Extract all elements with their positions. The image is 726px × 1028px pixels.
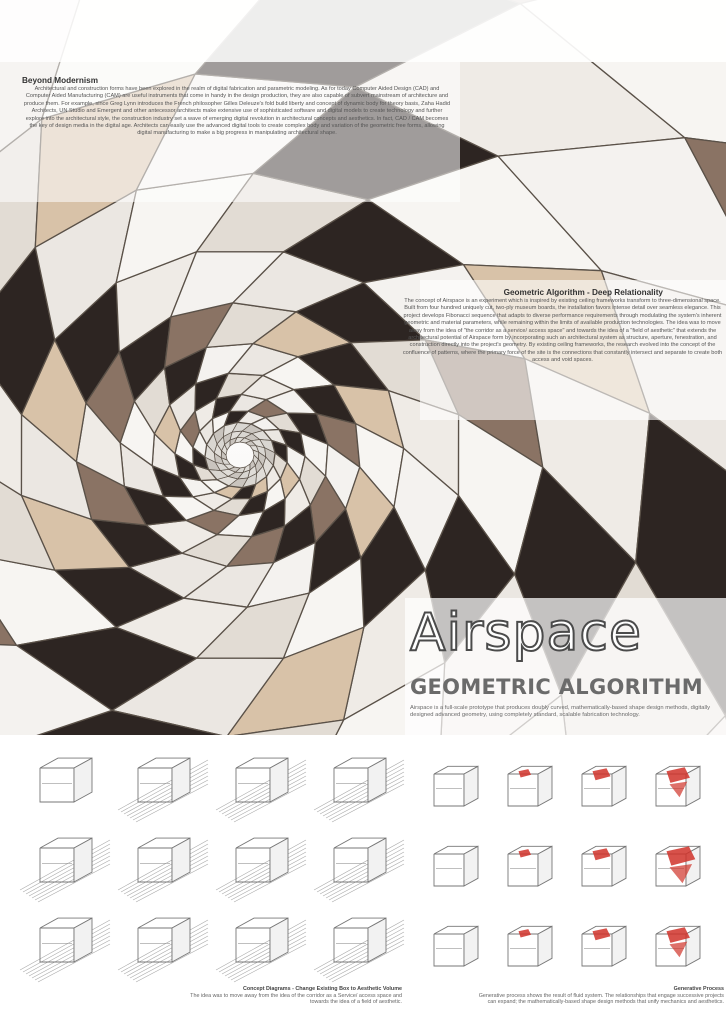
concept-diagram (314, 758, 404, 822)
process-diagram (434, 766, 478, 806)
algorithm-heading: Geometric Algorithm - Deep Relationality (503, 288, 663, 297)
main-title: Airspace (410, 603, 642, 663)
title-description: Airspace is a full-scale prototype that produces doubly curved, mathematically-based shape design methods, digitally designed advanced geometry, using completely standard, scalable fabrication technology. (410, 705, 710, 719)
concept-diagram (216, 838, 306, 902)
concept-caption-body: The idea was to move away from the idea of the corridor as a Service/ access space and towards the idea of a field of aesthetic. (190, 992, 402, 1006)
subtitle: GEOMETRIC ALGORITHM (410, 675, 703, 699)
concept-caption-title: Concept Diagrams - Change Existing Box to Aesthetic Volume (242, 986, 402, 992)
concept-diagram (20, 918, 110, 982)
intro-heading: Beyond Modernism (22, 76, 98, 85)
process-diagram (434, 926, 478, 966)
process-diagram (508, 846, 552, 886)
process-diagram (656, 926, 700, 966)
process-diagram (656, 846, 700, 886)
process-diagram (508, 926, 552, 966)
concept-diagram-grid (0, 750, 410, 995)
concept-diagram (314, 838, 404, 902)
concept-caption (190, 986, 402, 1006)
title-area (410, 600, 720, 720)
concept-diagram (118, 758, 208, 822)
intro-section (22, 76, 452, 138)
process-diagram (582, 766, 626, 806)
algorithm-section (400, 288, 725, 365)
concept-diagram (216, 758, 306, 822)
process-diagram (656, 766, 700, 806)
concept-diagram (314, 918, 404, 982)
generative-caption-title: Generative Process (673, 986, 724, 992)
generative-caption-body: Generative process shows the result of fluid system. The relationships that engage successive projects can expand; the mathematically-based shape design methods that unify mechanics and aesthetics. (478, 992, 724, 1006)
intro-body: Architectural and construction forms have been explored in the realm of digital fabrication and parametric modeling. As for today Computer Aided Design (CAD) and Computer Aided Manufacturing (CAM) are useful instruments that come in handy in the design production, they are also capable of subvert mainstream of architecture and produce them. For example, since Greg Lynn introduces the French philosopher Gilles Deleuze's fold build liberty and concept of dynamic body for theory basis, Zaha Hadid Architects, UN Studio and Emergent and other antecessor architects make extensive use of sophisticated software and digital models to create technology and further explore into the architectural style, the construction industry set a wave of emerging digital revolution in architectural concepts and aesthetics. In fact, CAD / CAM becomes the key of design media in the digital age. Architects can easily use the advanced digital tools to create complex body and variation of the geometric free forms, allowing digital manufacturing to make a big progress in manipulating architectural shape. (23, 86, 451, 137)
concept-diagram (20, 838, 110, 902)
concept-diagram (216, 918, 306, 982)
process-diagram (582, 846, 626, 886)
concept-diagram (118, 918, 208, 982)
concept-diagram (40, 758, 92, 802)
algorithm-body: The concept of Airspace is an experiment which is inspired by existing ceiling frameworks transform to three-dimensional space. Built from four hundred uniquely cut, two-ply museum boards, the installation favors intense detail over seamless elegance. This project develops Fibonacci sequence that adapts to diverse performance requirements through modulating the system's inherent geometric and material parameters, while remaining within the limits of available production technologies. The idea was to move away from the idea of "the corridor as a service/ access space" and towards the idea of a "field of aesthetic" that extends the architectural potential of Airspace form by incorporating such an architectural system as structure, aperture, fenestration, and construction directly into the project's geometry. By existing ceiling frameworks, the research evolved into the concept of the confluence of patterns, where the primary force of the site is the connections that constantly intersect and separate to create both access and void spaces. (402, 298, 723, 364)
process-diagram (582, 926, 626, 966)
concept-diagram (118, 838, 208, 902)
process-diagram (434, 846, 478, 886)
process-diagram (508, 766, 552, 806)
generative-caption (470, 986, 724, 1006)
generative-process-grid (420, 752, 726, 990)
